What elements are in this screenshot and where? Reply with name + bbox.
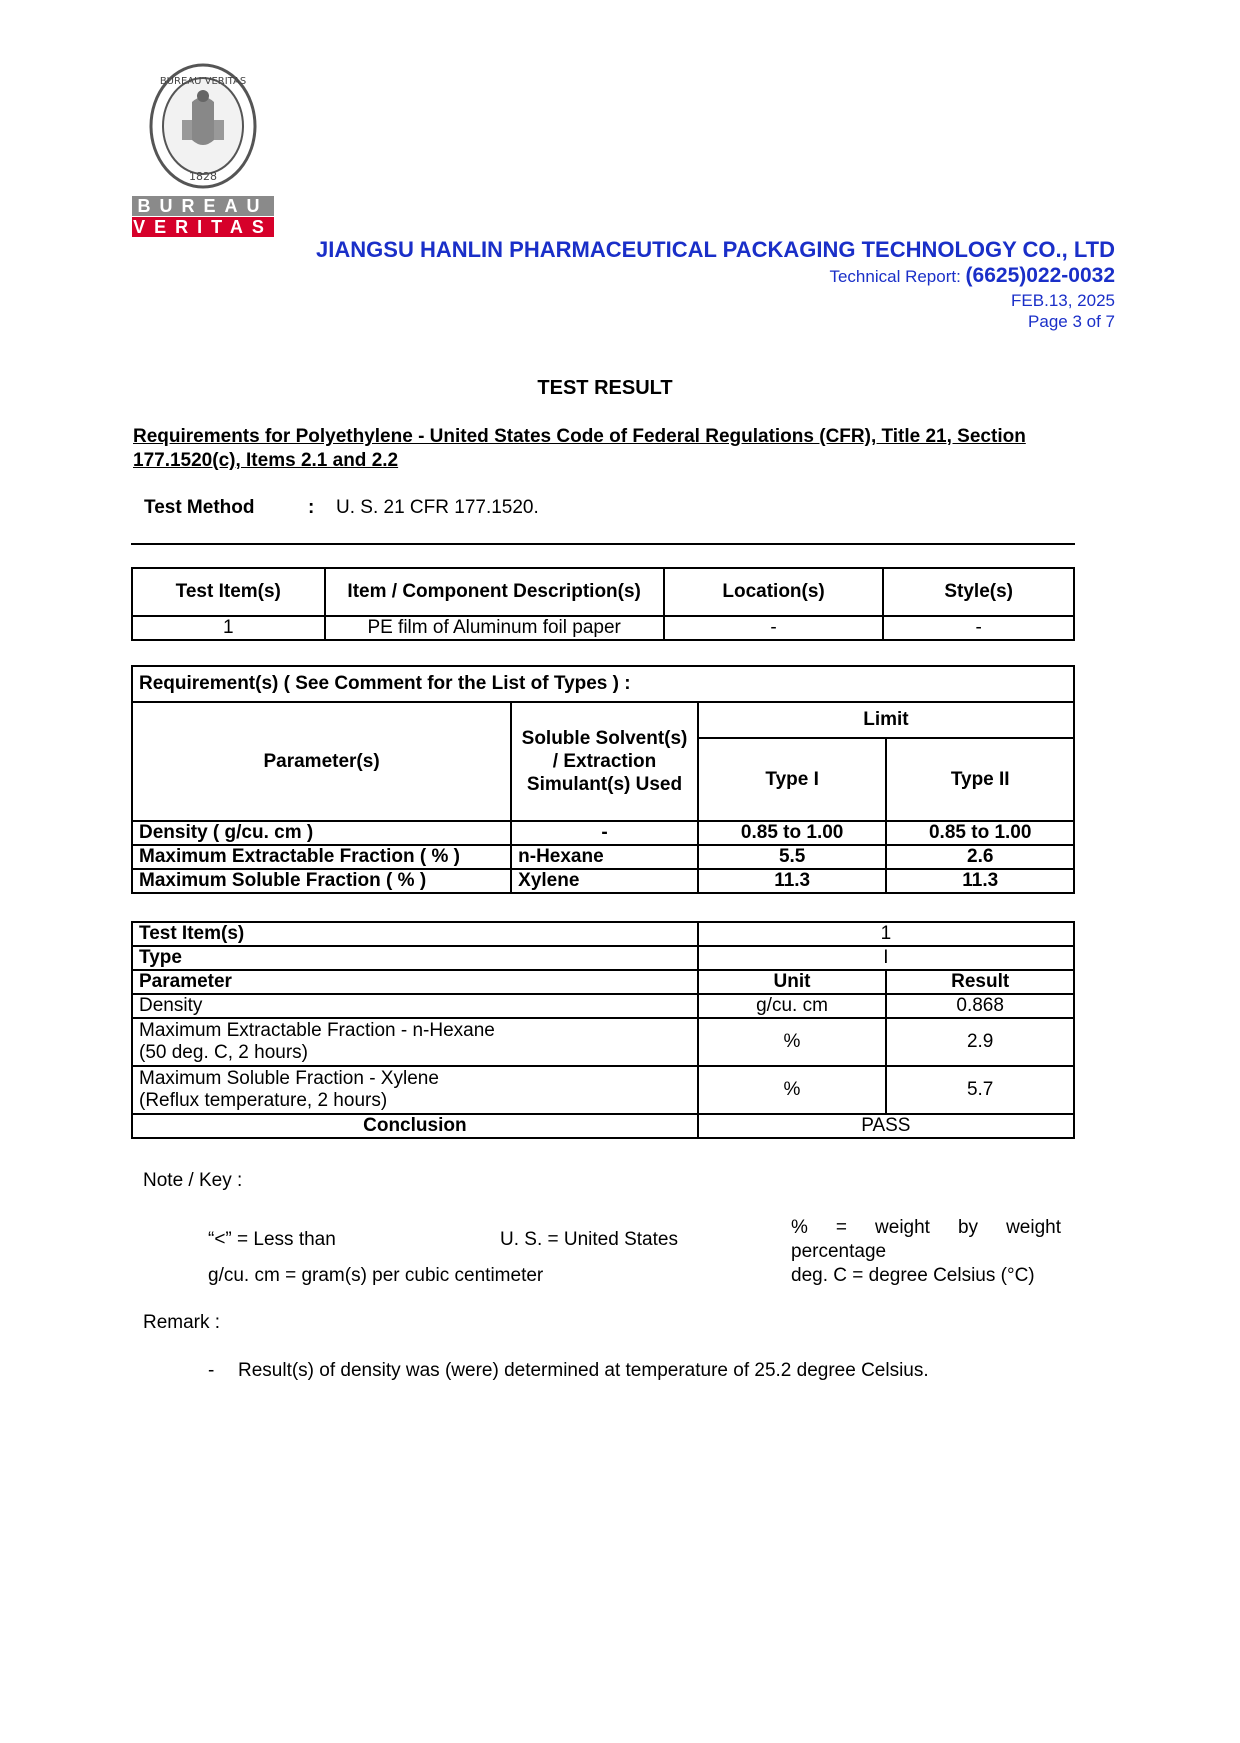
divider — [131, 543, 1075, 545]
key-less-than: “<” = Less than — [208, 1229, 336, 1250]
requirements-heading: Requirements for Polyethylene - United States Code of Federal Regulations (CFR), Title 21, Section 177.1520(c), Items 2.1 and 2.2 — [133, 426, 1026, 471]
bureau-veritas-seal-icon — [132, 62, 274, 194]
conclusion-row — [132, 1114, 1074, 1138]
cell-type-1: 11.3 — [698, 869, 887, 893]
cell-solvent: n-Hexane — [511, 845, 698, 869]
test-method-colon: : — [308, 497, 315, 518]
svg-text:BUREAU VERITAS: BUREAU VERITAS — [159, 76, 247, 87]
table-row — [132, 845, 1074, 869]
cell-parameter: Maximum Extractable Fraction ( % ) — [132, 845, 511, 869]
note-key-label: Note / Key : — [143, 1170, 243, 1191]
header-description: Item / Component Description(s) — [325, 568, 664, 616]
cell-result: 5.7 — [886, 1066, 1074, 1114]
table-row — [132, 946, 1074, 970]
key-us: U. S. = United States — [500, 1229, 678, 1250]
table-header-row — [132, 568, 1074, 616]
requirements-title: Requirement(s) ( See Comment for the List of Types ) : — [132, 666, 1074, 702]
cell-type-2: 0.85 to 1.00 — [886, 821, 1074, 845]
test-method-value: U. S. 21 CFR 177.1520. — [336, 497, 539, 518]
value-type: I — [698, 946, 1074, 970]
header-solvent: Soluble Solvent(s) / Extraction Simulant(s) Used — [511, 702, 698, 821]
header-test-items: Test Item(s) — [132, 568, 325, 616]
table-row — [132, 1066, 1074, 1114]
table-row — [132, 616, 1074, 640]
report-label: Technical Report: — [829, 267, 961, 286]
cell-solvent: Xylene — [511, 869, 698, 893]
table-row — [132, 994, 1074, 1018]
param-name: Maximum Soluble Fraction - Xylene — [139, 1068, 439, 1089]
cell-unit: g/cu. cm — [698, 994, 887, 1018]
conclusion-label: Conclusion — [132, 1114, 698, 1138]
cell-unit: % — [698, 1066, 887, 1114]
table-header-row — [132, 970, 1074, 994]
conclusion-value: PASS — [698, 1114, 1074, 1138]
test-method-label: Test Method — [144, 497, 255, 518]
cell-parameter: Density ( g/cu. cm ) — [132, 821, 511, 845]
cell-result: 2.9 — [886, 1018, 1074, 1066]
cell-type-2: 2.6 — [886, 845, 1074, 869]
cell-parameter — [132, 1018, 698, 1066]
svg-text:1828: 1828 — [189, 170, 217, 183]
requirements-table — [131, 665, 1075, 894]
label-type: Type — [132, 946, 698, 970]
cell-type-2: 11.3 — [886, 869, 1074, 893]
param-condition: (50 deg. C, 2 hours) — [139, 1042, 308, 1063]
report-number-line — [829, 264, 1115, 288]
page-indicator: Page 3 of 7 — [1028, 312, 1115, 331]
header-parameter: Parameter — [132, 970, 698, 994]
header-unit: Unit — [698, 970, 887, 994]
remark-bullet: - — [208, 1360, 215, 1381]
bureau-veritas-logo — [132, 62, 274, 240]
header-style: Style(s) — [883, 568, 1074, 616]
key-percent: % = weight by weight — [791, 1217, 1061, 1238]
param-name: Density — [139, 995, 203, 1016]
cell-unit: % — [698, 1018, 887, 1066]
cell-location: - — [664, 616, 884, 640]
key-percent-cont: percentage — [791, 1241, 887, 1262]
cell-test-item: 1 — [132, 616, 325, 640]
value-test-item: 1 — [698, 922, 1074, 946]
remark-label: Remark : — [143, 1312, 221, 1333]
cell-result: 0.868 — [886, 994, 1074, 1018]
header-location: Location(s) — [664, 568, 884, 616]
cell-parameter — [132, 994, 698, 1018]
results-table — [131, 921, 1075, 1139]
param-name: Maximum Extractable Fraction - n-Hexane — [139, 1020, 495, 1041]
table-row — [132, 821, 1074, 845]
cell-description: PE film of Aluminum foil paper — [325, 616, 664, 640]
key-gcu: g/cu. cm = gram(s) per cubic centimeter — [208, 1265, 544, 1286]
logo-band-bureau: BUREAU — [132, 196, 274, 216]
report-date: FEB.13, 2025 — [1011, 291, 1115, 310]
section-title: TEST RESULT — [537, 377, 673, 399]
label-test-items: Test Item(s) — [132, 922, 698, 946]
logo-band-veritas: VERITAS — [133, 217, 273, 237]
header-type-1: Type I — [698, 738, 887, 821]
company-name: JIANGSU HANLIN PHARMACEUTICAL PACKAGING TECHNOLOGY CO., LTD — [316, 237, 1115, 262]
cell-style: - — [883, 616, 1074, 640]
cell-parameter — [132, 1066, 698, 1114]
cell-parameter: Maximum Soluble Fraction ( % ) — [132, 869, 511, 893]
report-number: (6625)022-0032 — [965, 264, 1115, 287]
requirements-title-row — [132, 666, 1074, 702]
cell-solvent: - — [511, 821, 698, 845]
param-condition: (Reflux temperature, 2 hours) — [139, 1090, 388, 1111]
table-row — [132, 869, 1074, 893]
cell-type-1: 5.5 — [698, 845, 887, 869]
table-row — [132, 922, 1074, 946]
table-header-row — [132, 702, 1074, 738]
header-limit: Limit — [698, 702, 1074, 738]
test-items-table — [131, 567, 1075, 641]
table-row — [132, 1018, 1074, 1066]
key-degc: deg. C = degree Celsius (°C) — [791, 1265, 1035, 1286]
remark-text: Result(s) of density was (were) determined at temperature of 25.2 degree Celsius. — [238, 1360, 929, 1381]
header-parameter: Parameter(s) — [132, 702, 511, 821]
cell-type-1: 0.85 to 1.00 — [698, 821, 887, 845]
header-type-2: Type II — [886, 738, 1074, 821]
header-result: Result — [886, 970, 1074, 994]
